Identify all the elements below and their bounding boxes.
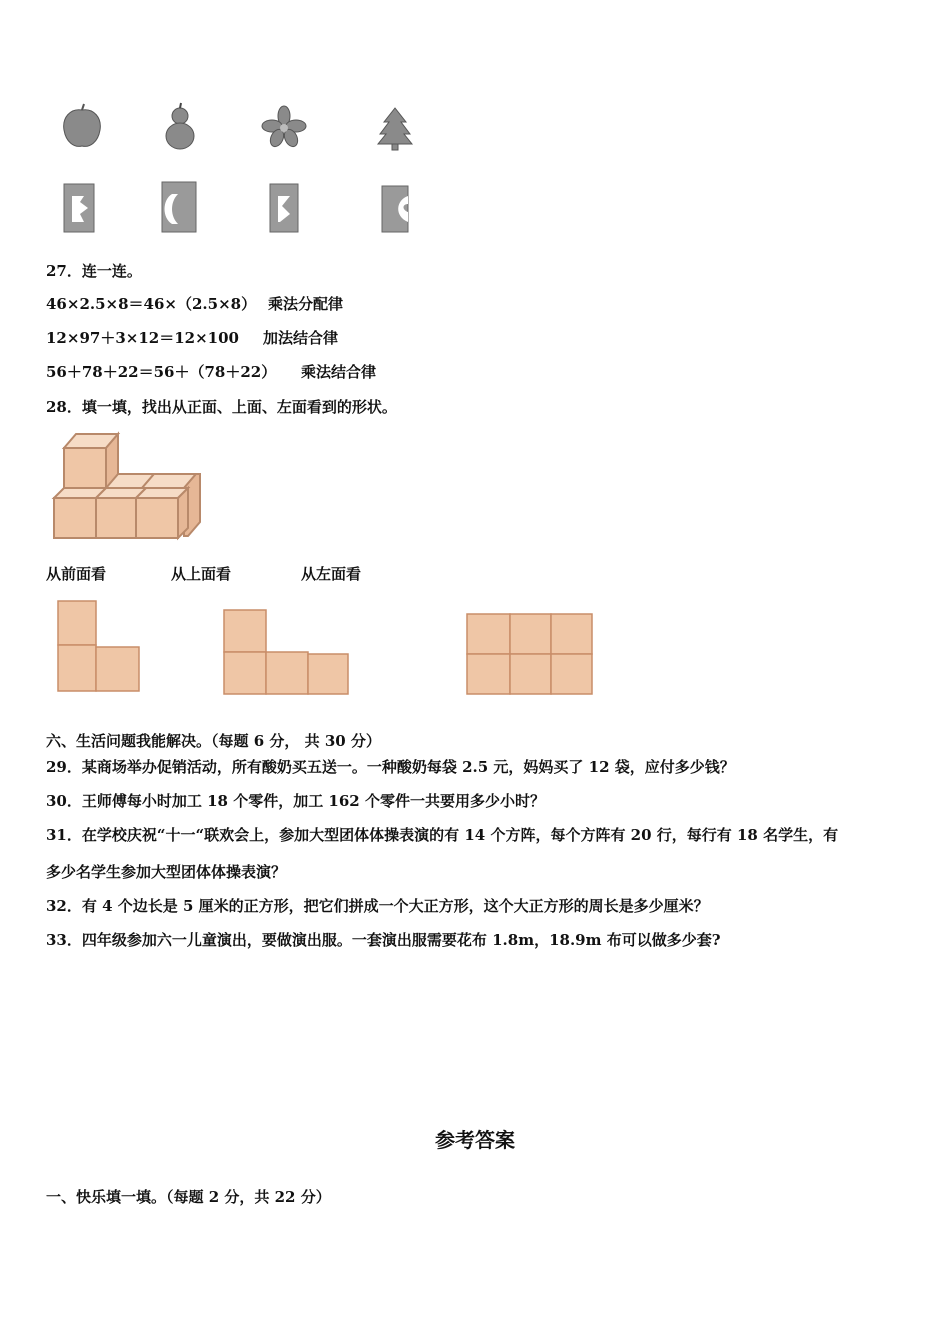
- q27-expr-1: 46×2.5×8＝46×（2.5×8）: [46, 295, 257, 313]
- tree-shape: [378, 108, 412, 150]
- cube-stack-figure: [50, 430, 210, 545]
- view-shape-c: [464, 610, 596, 698]
- board-cutout-c: [270, 184, 298, 232]
- view-label-front: 从前面看: [46, 565, 107, 583]
- q27-expr-2: 12×97＋3×12＝12×100: [46, 329, 239, 347]
- question-32: 32．有 4 个边长是 5 厘米的正方形，把它们拼成一个大正方形，这个大正方形的周长是多少厘米？: [46, 897, 709, 915]
- board-cutout-d: [382, 186, 408, 232]
- answers-title: 参考答案: [435, 1128, 515, 1152]
- apple-shape: [64, 104, 101, 146]
- view-label-top: 从上面看: [171, 565, 232, 583]
- q28-title: 28．填一填，找出从正面、上面、左面看到的形状。: [46, 398, 397, 416]
- shape-images-row: [50, 100, 430, 240]
- question-31-cont: 多少名学生参加大型团体体操表演？: [46, 863, 287, 881]
- q27-expr-3: 56＋78＋22＝56＋（78＋22）: [46, 363, 277, 381]
- q27-law-1: 乘法分配律: [268, 295, 344, 313]
- gourd-shape: [166, 103, 194, 149]
- question-33: 33．四年级参加六一儿童演出，要做演出服。一套演出服需要花布 1.8m，18.9m 布可以做多少套?: [46, 931, 721, 949]
- q27-law-2: 加法结合律: [263, 329, 339, 347]
- view-label-left: 从左面看: [301, 565, 362, 583]
- board-cutout-b: [162, 182, 196, 232]
- q27-title: 27．连一连。: [46, 262, 142, 280]
- question-29: 29．某商场举办促销活动，所有酸奶买五送一。一种酸奶每袋 2.5 元，妈妈买了 12 袋，应付多少钱？: [46, 758, 735, 776]
- flower-shape: [262, 106, 306, 149]
- board-cutout-a: [64, 184, 94, 232]
- view-shape-a: [55, 598, 145, 694]
- section6-heading: 六、生活问题我能解决。（每题 6 分， 共 30 分）: [46, 732, 381, 750]
- question-31: 31．在学校庆祝“十一“联欢会上，参加大型团体体操表演的有 14 个方阵，每个方阵有 20 行，每行有 18 名学生，有: [46, 826, 839, 844]
- view-shape-b: [220, 606, 354, 698]
- answers-section1: 一、快乐填一填。（每题 2 分，共 22 分）: [46, 1188, 331, 1206]
- question-30: 30．王师傅每小时加工 18 个零件，加工 162 个零件一共要用多少小时？: [46, 792, 545, 810]
- q27-law-3: 乘法结合律: [301, 363, 377, 381]
